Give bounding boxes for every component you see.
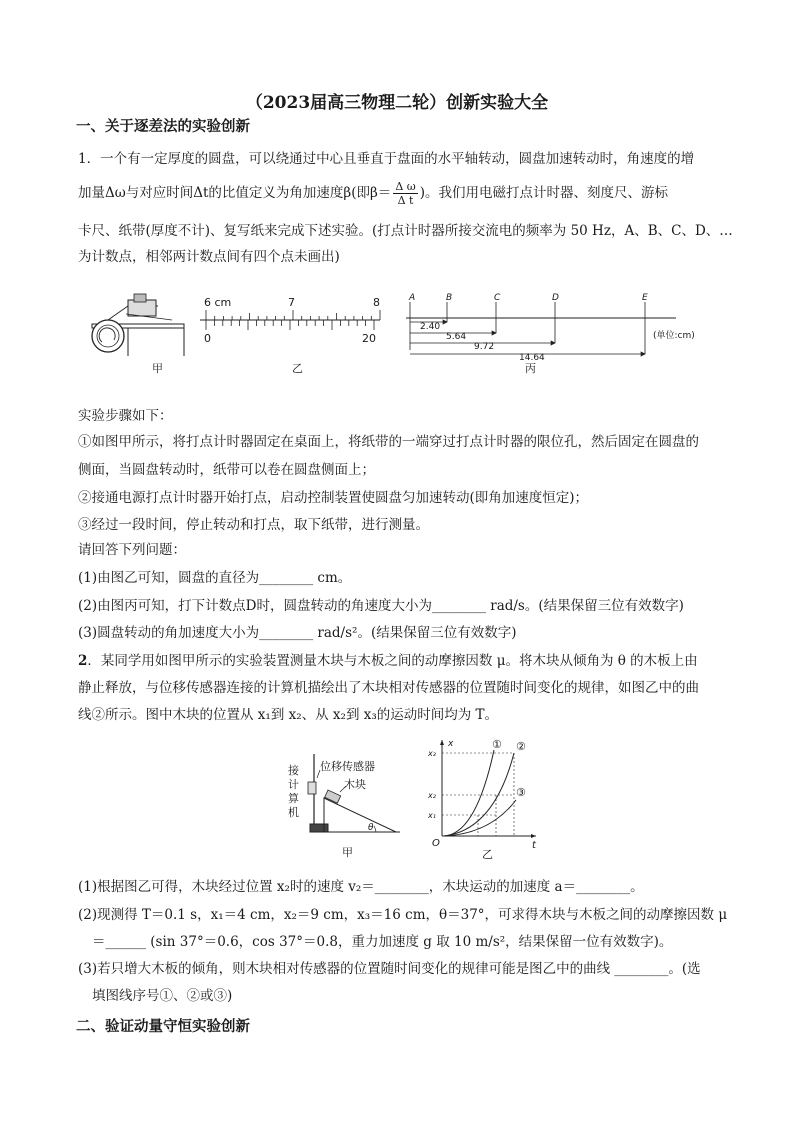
yi-caption-2: 乙: [482, 848, 493, 861]
q1-line-2-a: 加量Δω与对应时间Δt的比值定义为角加速度β(即β＝: [78, 185, 392, 201]
section-2-heading: 二、验证动量守恒实验创新: [76, 1018, 250, 1035]
computer-label-4: 机: [288, 806, 299, 819]
q2-line-3: 线②所示。图中木块的位置从 x₁到 x₂、从 x₂到 x₃的运动时间均为 T。: [78, 707, 499, 723]
theta-label: θ: [368, 823, 374, 833]
q1-line-3: 卡尺、纸带(厚度不计)、复写纸来完成下述实验。(打点计时器所接交流电的频率为 50 Hz，A、B、C、D、…: [78, 223, 733, 239]
curve-3-label: ③: [516, 786, 526, 799]
curve-2: [444, 753, 514, 836]
steps-heading: 实验步骤如下：: [78, 408, 173, 424]
curve-1-label: ①: [492, 738, 502, 751]
tick-x3: x₃: [428, 749, 436, 758]
figure-yi-xt-graph: [424, 736, 544, 862]
q2-number: 2: [78, 653, 88, 669]
curve-1: [444, 750, 494, 836]
unit-label: (单位:cm): [653, 331, 695, 341]
vernier-label-20: 20: [362, 332, 376, 345]
vernier-label-0: 0: [204, 332, 211, 345]
fraction-denominator: Δ t: [397, 194, 414, 207]
figure-bing-paper-tape: [402, 288, 712, 378]
figure-jia-incline-apparatus: [284, 744, 406, 862]
yi-caption: 乙: [292, 362, 303, 375]
origin-label: O: [432, 838, 440, 849]
bing-caption: 丙: [525, 362, 536, 375]
q1-line-2-b: )。我们用电磁打点计时器、刻度尺、游标: [419, 185, 669, 201]
q1-part-3: (3)圆盘转动的角加速度大小为________ rad/s²。(结果保留三位有效数字): [78, 625, 517, 641]
q2-part-2-line-2: ＝______ (sin 37°＝0.6，cos 37°＝0.8，重力加速度 g 取 10 m/s²，结果保留一位有效数字)。: [92, 934, 673, 950]
sensor-label: 位移传感器: [320, 760, 375, 773]
step-3: ③经过一段时间，停止转动和打点，取下纸带，进行测量。: [78, 517, 429, 533]
q2-line-2: 静止释放，与位移传感器连接的计算机描绘出了木块相对传感器的位置随时间变化的规律，如图乙中的曲: [78, 680, 699, 696]
point-d: D: [552, 293, 559, 303]
q2-line-1-text: ．某同学用如图甲所示的实验装置测量木块与木板之间的动摩擦因数 μ。将木块从倾角为 θ 的木板上由: [87, 653, 698, 669]
step-1-line-1: ①如图甲所示，将打点计时器固定在桌面上，将纸带的一端穿过打点计时器的限位孔，然后固定在圆盘的: [78, 434, 699, 450]
block-label: 木块: [344, 778, 366, 791]
q2-part-2-line-1: (2)现测得 T＝0.1 s，x₁＝4 cm，x₂＝9 cm，x₃＝16 cm，θ＝37°，可求得木块与木板之间的动摩擦因数 μ: [78, 907, 728, 923]
angular-acceleration-fraction: [393, 180, 417, 207]
step-1-line-2: 侧面，当圆盘转动时，纸带可以卷在圆盘侧面上；: [78, 462, 375, 478]
point-a: A: [409, 293, 416, 303]
q2-part-3-line-1: (3)若只增大木板的倾角，则木块相对传感器的位置随时间变化的规律可能是图乙中的曲线 ________。(选: [78, 961, 701, 977]
page-title: （2023届高三物理二轮）创新实验大全: [245, 93, 549, 113]
q2-part-1: (1)根据图乙可得，木块经过位置 x₂时的速度 v₂＝________，木块运动的加速度 a＝________。: [78, 879, 644, 895]
section-1-heading: 一、关于逐差法的实验创新: [76, 118, 250, 135]
curve-3: [444, 800, 516, 836]
guide-lines: [442, 753, 514, 836]
point-c: C: [494, 293, 501, 303]
main-scale-label-6cm: 6 cm: [204, 296, 232, 309]
axis-t-label: t: [532, 840, 536, 851]
main-scale-label-8: 8: [373, 296, 380, 309]
tick-x1: x₁: [428, 811, 436, 820]
computer-label-2: 计: [288, 778, 299, 791]
tick-x2: x₂: [428, 791, 436, 800]
q2-part-3-line-2: 填图线序号①、②或③): [92, 988, 233, 1004]
q1-part-1: (1)由图乙可知，圆盘的直径为________ cm。: [78, 570, 352, 586]
dist-ad: 9.72: [474, 342, 495, 352]
axis-x-label: x: [448, 739, 454, 749]
point-b: B: [446, 293, 453, 303]
point-e: E: [642, 293, 648, 303]
questions-heading: 请回答下列问题：: [78, 542, 186, 558]
q1-line-2: [78, 180, 668, 207]
q1-line-1: 1．一个有一定厚度的圆盘，可以绕通过中心且垂直于盘面的水平轴转动，圆盘加速转动时，角速度的增: [78, 151, 695, 167]
figure-yi-vernier-caliper: [196, 290, 396, 380]
q1-part-2: (2)由图丙可知，打下计数点D时，圆盘转动的角速度大小为________ rad/s。(结果保留三位有效数字): [78, 598, 684, 614]
dist-ab: 2.40: [420, 322, 441, 332]
main-scale-label-7: 7: [288, 296, 295, 309]
caliper-ticks: [206, 310, 380, 330]
dist-ac: 5.64: [446, 332, 467, 342]
step-2: ②接通电源打点计时器开始打点，启动控制装置使圆盘匀加速转动(即角加速度恒定)；: [78, 490, 589, 506]
figure-jia-disc-apparatus: [88, 280, 198, 380]
computer-label-3: 算: [288, 792, 299, 805]
jia-caption-2: 甲: [342, 846, 353, 859]
q1-line-4: 为计数点，相邻两计数点间有四个点未画出): [78, 249, 340, 265]
q2-line-1: [78, 652, 698, 670]
computer-label-1: 接: [288, 764, 299, 777]
fraction-numerator: Δ ω: [395, 180, 416, 193]
jia-caption: 甲: [152, 362, 163, 375]
dist-ae: 14.64: [519, 353, 545, 363]
curve-2-label: ②: [516, 740, 526, 753]
